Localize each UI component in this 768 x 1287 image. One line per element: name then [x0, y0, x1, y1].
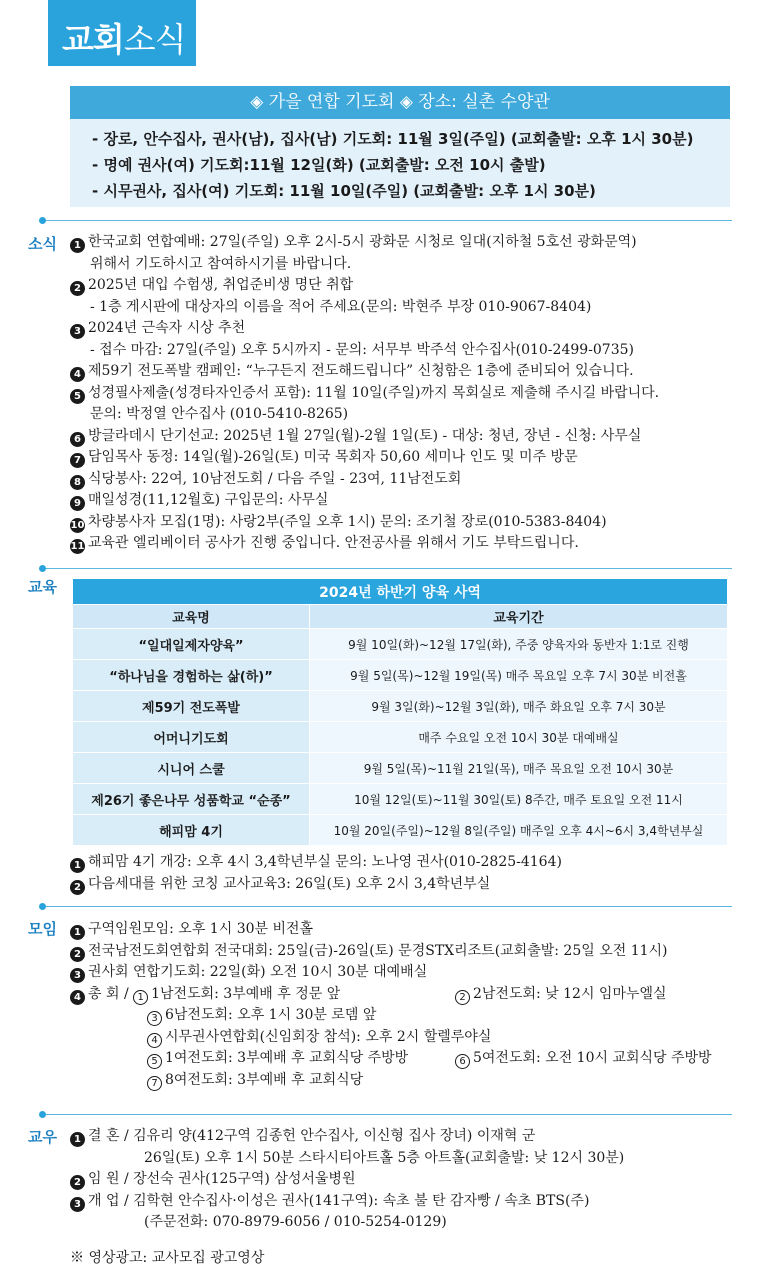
list-item-text: 식당봉사: 22여, 10남전도회 / 다음 주일 - 23여, 11남전도회	[88, 470, 462, 487]
number-badge: 2	[70, 880, 85, 895]
list-item-text: 담임목사 동정: 14일(월)-26일(토) 미국 목회자 50,60 세미나 인도 및 미주 방문	[88, 449, 578, 465]
page-title-rest: 소식	[123, 20, 186, 59]
number-badge: 5	[70, 389, 85, 404]
number-badge: 11	[70, 541, 85, 552]
general-item: 2남전도회: 낮 12시 임마누엘실	[473, 985, 667, 1002]
list-item	[70, 512, 659, 534]
table-row	[73, 784, 728, 815]
list-item-text: 2025년 대입 수험생, 취업준비생 명단 취합	[88, 277, 354, 293]
number-badge: 1	[70, 858, 85, 873]
education-table	[72, 578, 728, 846]
list-item	[70, 404, 659, 426]
list-item-text: 매일성경(11,12월호) 구입문의: 사무실	[88, 492, 329, 508]
list-item-text: 성경필사제출(성경타자인증서 포함): 11월 10일(주일)까지 목회실로 제출해 주시길 바랍니다.	[88, 384, 660, 401]
table-row	[73, 815, 728, 846]
section-divider	[42, 906, 732, 907]
course-name: 제59기 전도폭발	[73, 691, 310, 722]
divider-dot	[39, 217, 46, 224]
number-badge: 2	[70, 1175, 85, 1190]
list-item-text: 구역임원모임: 오후 1시 30분 비전홀	[88, 921, 314, 937]
list-item	[70, 874, 562, 896]
members-list	[70, 1126, 624, 1234]
course-name: 어머니기도회	[73, 722, 310, 753]
list-item-text: 다음세대를 위한 코칭 교사교육3: 26일(토) 오후 2시 3,4학년부실	[88, 875, 491, 892]
circle-number: 7	[147, 1076, 162, 1091]
list-item-text: 차량봉사자 모집(1명): 사랑2부(주일 오후 1시) 문의: 조기철 장로(010-5383-8404)	[88, 513, 607, 530]
education-notes	[70, 852, 562, 895]
list-item	[70, 1191, 624, 1213]
number-badge: 3	[70, 324, 85, 339]
prayer-line: - 명예 권사(여) 기도회:11월 12일(화) (교회출발: 오전 10시 출발)	[92, 156, 546, 174]
number-badge: 10	[70, 519, 85, 531]
course-period: 9월 10일(화)~12월 17일(화), 주중 양육자와 동반자 1:1로 진행	[310, 629, 728, 660]
number-badge: 6	[70, 432, 85, 447]
general-line	[70, 1027, 668, 1049]
circle-number: 2	[455, 990, 470, 1005]
general-item: 8여전도회: 3부예배 후 교회식당	[165, 1071, 364, 1088]
course-name: 시니어 스쿨	[73, 753, 310, 784]
course-period: 10월 20일(주일)~12월 8일(주일) 매주일 오후 4시~6시 3,4학년부실	[310, 815, 728, 846]
course-name: “하나님을 경험하는 삶(하)”	[73, 660, 310, 691]
general-line	[70, 1005, 668, 1027]
course-name: 해피맘 4기	[73, 815, 310, 846]
prayer-line: - 시무권사, 집사(여) 기도회: 11월 10일(주일) (교회출발: 오후 1시 30분)	[92, 182, 596, 200]
list-item	[70, 941, 668, 963]
circle-number: 3	[147, 1011, 162, 1026]
list-item-text: (주문전화: 070-8979-6056 / 010-5254-0129)	[144, 1214, 447, 1230]
list-item-text: 임 원 / 장선숙 권사(125구역) 삼성서울병원	[88, 1171, 356, 1187]
list-item	[70, 361, 659, 383]
education-col-name: 교육명	[73, 605, 310, 629]
number-badge: 7	[70, 453, 85, 468]
list-item	[70, 490, 659, 512]
table-row	[73, 691, 728, 722]
list-item	[70, 1212, 624, 1234]
course-name: “일대일제자양육”	[73, 629, 310, 660]
circle-number: 4	[147, 1033, 162, 1048]
circle-number: 1	[133, 990, 148, 1005]
list-item-text: - 1층 게시판에 대상자의 이름을 적어 주세요(문의: 박현주 부장 010-9067-8404)	[90, 298, 592, 315]
list-item	[70, 1169, 624, 1191]
list-item-text: 위해서 기도하시고 참여하시기를 바랍니다.	[90, 255, 352, 272]
table-row	[73, 753, 728, 784]
list-item	[70, 254, 659, 276]
general-prefix: 총 회 /	[88, 985, 129, 1002]
list-item	[70, 318, 659, 340]
prayer-body	[70, 119, 730, 207]
list-item-text: 26일(토) 오후 1시 50분 스타시티아트홀 5층 아트홀(교회출발: 낮 12시 30분)	[144, 1149, 625, 1166]
general-line	[70, 1070, 668, 1092]
course-period: 매주 수요일 오전 10시 30분 대예배실	[310, 722, 728, 753]
number-badge: 1	[70, 1132, 85, 1147]
list-item	[70, 297, 659, 319]
list-item	[70, 383, 659, 405]
course-name: 제26기 좋은나무 성품학교 “순종”	[73, 784, 310, 815]
list-item	[70, 232, 659, 254]
number-badge: 4	[70, 990, 85, 1005]
divider-dot	[39, 565, 46, 572]
general-item: 1여전도회: 3부예배 후 교회식당 주방방	[165, 1050, 409, 1066]
education-col-period: 교육기간	[310, 605, 728, 629]
list-item-text: 권사회 연합기도회: 22일(화) 오전 10시 30분 대예배실	[88, 964, 428, 980]
course-period: 9월 5일(목)~12월 19일(목) 매주 목요일 오후 7시 30분 비전홀	[310, 660, 728, 691]
list-item-text: 개 업 / 김학현 안수집사·이성은 권사(141구역): 속초 불 탄 감자빵 / 속초 BTS(주)	[88, 1192, 590, 1209]
list-item	[70, 426, 659, 448]
list-item	[70, 962, 668, 984]
number-badge: 2	[70, 281, 85, 296]
list-item	[70, 447, 659, 469]
divider-dot	[39, 1111, 46, 1118]
list-item-text: 2024년 근속자 시상 추천	[88, 320, 246, 336]
divider-dot	[39, 903, 46, 910]
list-item-text: - 접수 마감: 27일(주일) 오후 5시까지 - 문의: 서무부 박주석 안수집사(010-2499-0735)	[90, 341, 634, 358]
list-item	[70, 275, 659, 297]
course-period: 9월 3일(화)~12월 3일(화), 매주 화요일 오후 7시 30분	[310, 691, 728, 722]
list-item	[70, 1148, 624, 1170]
section-divider	[42, 220, 732, 221]
list-item-text: 해피맘 4기 개강: 오후 4시 3,4학년부실 문의: 노나영 권사(010-2825-4164)	[88, 854, 562, 870]
video-ad-note: ※ 영상광고: 교사모집 광고영상	[70, 1250, 265, 1266]
table-row	[73, 660, 728, 691]
number-badge: 8	[70, 475, 85, 490]
table-row	[73, 629, 728, 660]
general-line	[70, 984, 668, 1006]
list-item-text: 방글라데시 단기선교: 2025년 1월 27일(월)-2월 1일(토) - 대상: 청년, 장년 - 신청: 사무실	[88, 427, 642, 444]
circle-number: 5	[147, 1054, 162, 1069]
meeting-label: 모임	[28, 920, 57, 938]
members-label: 교우	[28, 1128, 57, 1146]
meeting-list	[70, 919, 712, 1091]
list-item-text: 결 혼 / 김유리 양(412구역 김종헌 안수집사, 이신형 집사 장녀) 이재혁 군	[88, 1128, 536, 1144]
list-item	[70, 533, 659, 555]
education-table-title: 2024년 하반기 양육 사역	[73, 579, 728, 605]
news-list	[70, 232, 659, 555]
general-item: 6남전도회: 오후 1시 30분 로뎀 앞	[165, 1007, 377, 1023]
general-item: 시무권사연합회(신임회장 참석): 오후 2시 할렐루야실	[165, 1028, 492, 1045]
number-badge: 2	[70, 947, 85, 962]
number-badge: 3	[70, 1197, 85, 1212]
list-item-text: 제59기 전도폭발 캠페인: “누구든지 전도해드립니다” 신청함은 1층에 준비되어 있습니다.	[88, 363, 634, 379]
list-item-text: 한국교회 연합예배: 27일(주일) 오후 2시-5시 광화문 시청로 일대(지하철 5호선 광화문역)	[88, 234, 637, 250]
list-item	[70, 852, 562, 874]
number-badge: 3	[70, 968, 85, 983]
page-title-bold: 교회	[62, 20, 124, 59]
education-table-wrap	[72, 578, 728, 846]
page-title	[62, 14, 186, 61]
course-period: 9월 5일(목)~11월 21일(목), 매주 목요일 오전 10시 30분	[310, 753, 728, 784]
general-item: 1남전도회: 3부예배 후 정문 앞	[151, 985, 341, 1002]
number-badge: 1	[70, 925, 85, 940]
list-item-text: 문의: 박정열 안수집사 (010-5410-8265)	[90, 406, 349, 422]
list-item	[70, 919, 668, 941]
circle-number: 6	[455, 1054, 470, 1069]
list-item	[70, 340, 659, 362]
list-item-text: 교육관 엘리베이터 공사가 진행 중입니다. 안전공사를 위해서 기도 부탁드립니다.	[88, 535, 579, 551]
prayer-line: - 장로, 안수집사, 권사(남), 집사(남) 기도회: 11월 3일(주일) (교회출발: 오후 1시 30분)	[92, 130, 694, 148]
section-title-box	[48, 0, 196, 66]
general-item: 5여전도회: 오전 10시 교회식당 주방방	[473, 1050, 712, 1066]
list-item	[70, 1126, 624, 1148]
table-row	[73, 722, 728, 753]
section-divider	[42, 568, 732, 569]
list-item-text: 전국남전도회연합회 전국대회: 25일(금)-26일(토) 문경STX리조트(교회출발: 25일 오전 11시)	[88, 942, 668, 959]
section-divider	[42, 1114, 732, 1115]
course-period: 10월 12일(토)~11월 30일(토) 8주간, 매주 토요일 오전 11시	[310, 784, 728, 815]
list-item	[70, 469, 659, 491]
education-label: 교육	[28, 578, 57, 596]
number-badge: 1	[70, 238, 85, 253]
number-badge: 4	[70, 367, 85, 382]
prayer-heading: ◈ 가을 연합 기도회 ◈ 장소: 실촌 수양관	[70, 86, 730, 119]
number-badge: 9	[70, 496, 85, 511]
news-label: 소식	[28, 235, 57, 253]
general-line	[70, 1048, 712, 1070]
